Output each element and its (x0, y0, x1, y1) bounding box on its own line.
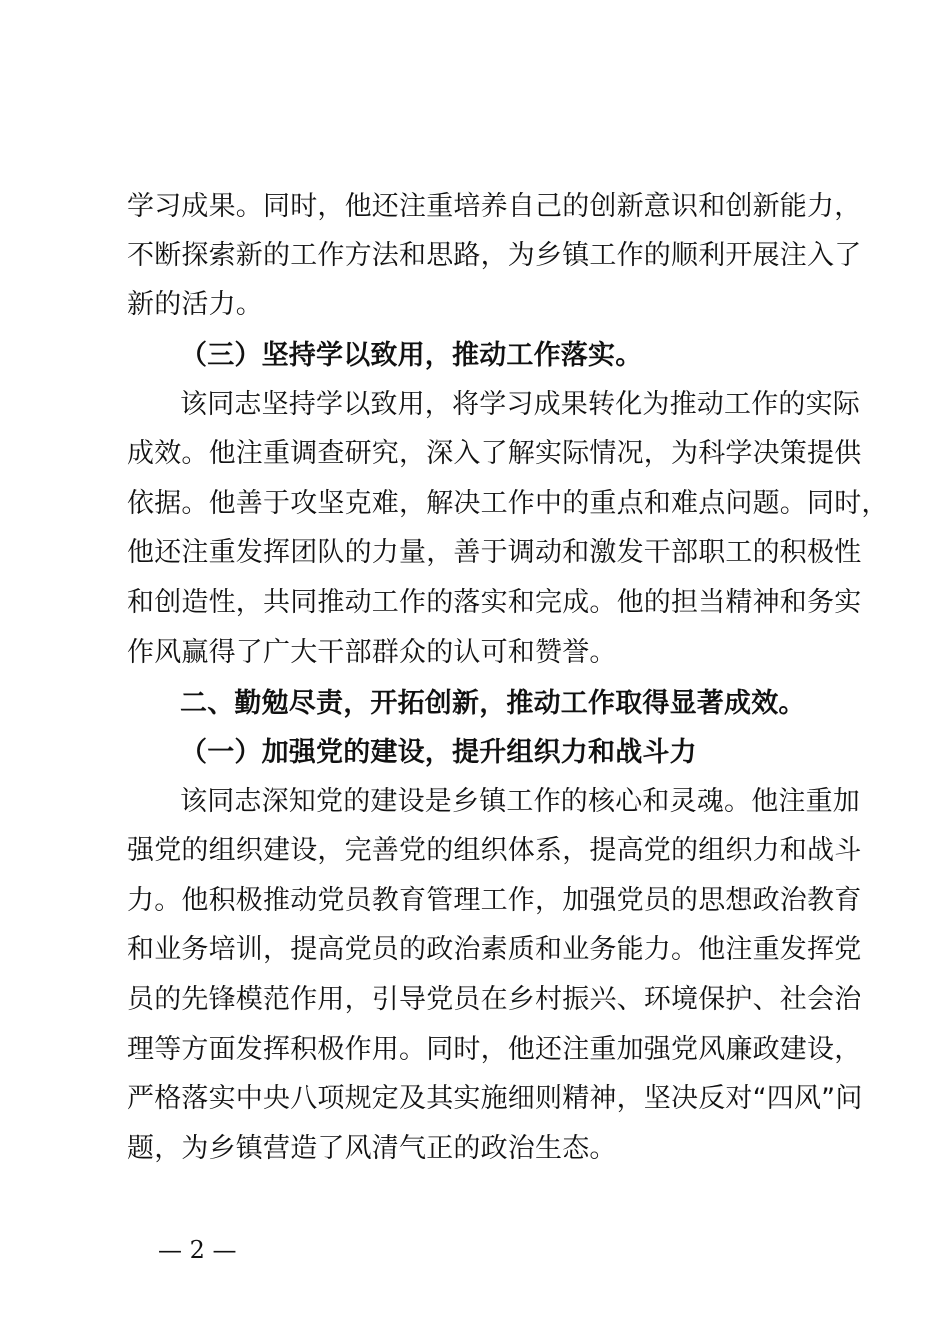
paragraph-line: 该同志坚持学以致用，将学习成果转化为推动工作的实际 (180, 389, 860, 420)
paragraph-line: 该同志深知党的建设是乡镇工作的核心和灵魂。他注重加 (180, 786, 860, 817)
paragraph-line: 他还注重发挥团队的力量，善于调动和激发干部职工的积极性 (127, 537, 862, 568)
paragraph-line: 力。他积极推动党员教育管理工作，加强党员的思想政治教育 (127, 885, 862, 916)
paragraph-line: 严格落实中央八项规定及其实施细则精神，坚决反对“四风”问 (127, 1083, 863, 1114)
paragraph-line: 题，为乡镇营造了风清气正的政治生态。 (127, 1133, 617, 1164)
paragraph-line: 作风赢得了广大干部群众的认可和赞誉。 (127, 637, 617, 668)
section-subheading: （一）加强党的建设，提升组织力和战斗力 (180, 737, 697, 768)
section-heading: 二、勤勉尽责，开拓创新，推动工作取得显著成效。 (180, 688, 806, 719)
paragraph-line: 学习成果。同时，他还注重培养自己的创新意识和创新能力， (127, 191, 862, 222)
paragraph-line: 员的先锋模范作用，引导党员在乡村振兴、环境保护、社会治 (127, 984, 862, 1015)
page-number: — 2 — (158, 1236, 237, 1264)
paragraph-line: 新的活力。 (127, 289, 263, 320)
section-subheading: （三）坚持学以致用，推动工作落实。 (180, 340, 643, 371)
paragraph-line: 依据。他善于攻坚克难，解决工作中的重点和难点问题。同时， (127, 488, 889, 519)
paragraph-line: 和创造性，共同推动工作的落实和完成。他的担当精神和务实 (127, 587, 862, 618)
paragraph-line: 强党的组织建设，完善党的组织体系，提高党的组织力和战斗 (127, 835, 862, 866)
paragraph-line: 不断探索新的工作方法和思路，为乡镇工作的顺利开展注入了 (127, 240, 862, 271)
paragraph-line: 和业务培训，提高党员的政治素质和业务能力。他注重发挥党 (127, 934, 862, 965)
paragraph-line: 理等方面发挥积极作用。同时，他还注重加强党风廉政建设， (127, 1034, 862, 1065)
paragraph-line: 成效。他注重调查研究，深入了解实际情况，为科学决策提供 (127, 438, 862, 469)
